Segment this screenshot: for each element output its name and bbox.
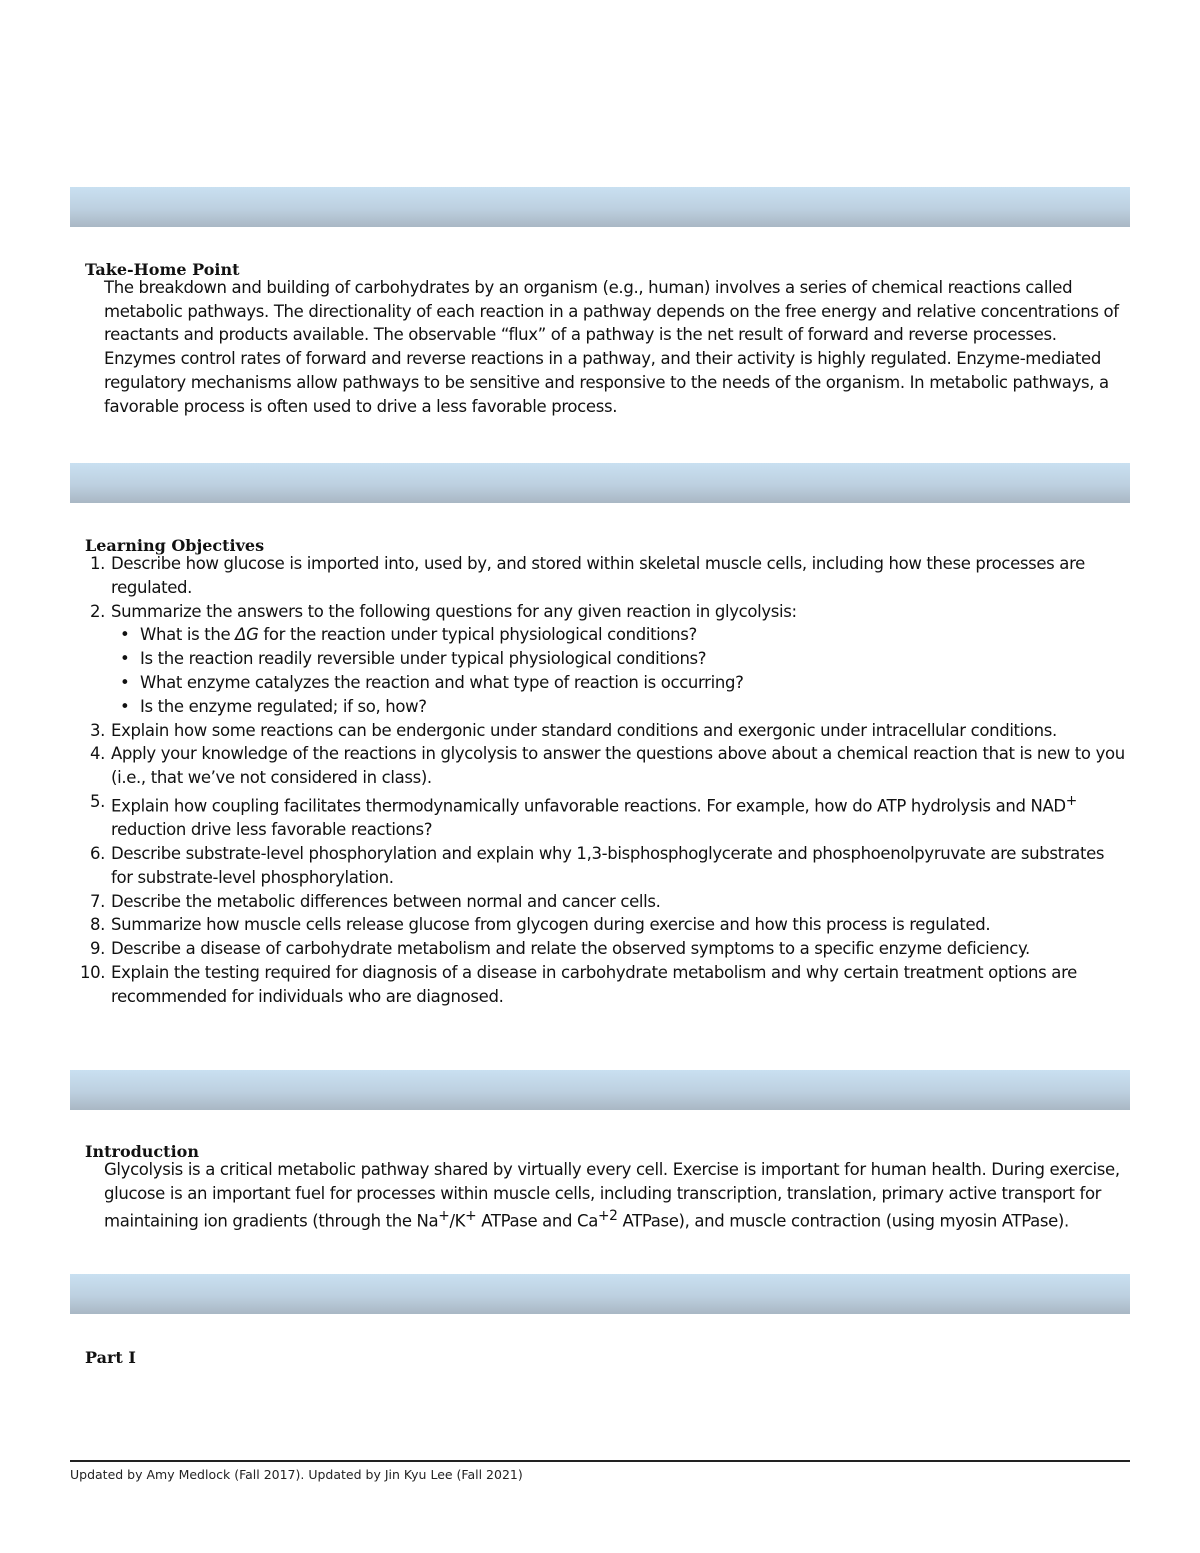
objective-item-7 <box>80 890 1130 914</box>
objective-number: 7. <box>89 891 105 911</box>
objective-item-8 <box>80 913 1130 937</box>
learning-objectives-title: Learning Objectives <box>85 536 265 555</box>
learning-objectives-list <box>80 552 1130 1009</box>
section-band-part-one <box>70 1274 1130 1314</box>
objective-number: 8. <box>89 915 105 935</box>
introduction-text: ATPase), and muscle contraction (using myosin ATPase). <box>617 1211 1069 1231</box>
section-band-take-home <box>70 187 1130 227</box>
objective-text: Describe substrate-level phosphorylation and explain why 1,3-bisphosphoglycerate and phosphoenolpyruvate are substrates for substrate-level phosphorylation. <box>111 844 1105 887</box>
objective-sub-text: Is the enzyme regulated; if so, how? <box>140 696 427 716</box>
introduction-title: Introduction <box>85 1142 199 1161</box>
objective-item-1 <box>80 552 1130 600</box>
superscript-plus: + <box>1065 792 1077 809</box>
introduction-body <box>104 1158 1124 1234</box>
objective-sub-text: What is the <box>140 625 236 645</box>
objective-sub-text: for the reaction under typical physiological conditions? <box>258 625 697 645</box>
objective-sub-item <box>111 623 1130 647</box>
objective-text: reduction drive less favorable reactions? <box>111 820 433 840</box>
objective-item-4 <box>80 742 1130 790</box>
objective-text: Explain the testing required for diagnosis of a disease in carbohydrate metabolism and why certain treatment options are recommended for individuals who are diagnosed. <box>111 963 1077 1006</box>
objective-sub-item <box>111 647 1130 671</box>
superscript-plus-two: +2 <box>597 1208 618 1225</box>
objective-sub-list <box>111 623 1130 718</box>
objective-item-9 <box>80 937 1130 961</box>
objective-sub-item <box>111 671 1130 695</box>
objective-number: 2. <box>89 601 105 621</box>
objective-text: Apply your knowledge of the reactions in glycolysis to answer the questions above about a chemical reaction that is new to you (i.e., that we’ve not considered in class). <box>111 744 1125 788</box>
superscript-plus: + <box>465 1208 477 1225</box>
objective-number: 10. <box>80 963 106 983</box>
objective-text: Describe how glucose is imported into, used by, and stored within skeletal muscle cells, including how these processes are regulated. <box>111 554 1085 597</box>
objective-number: 9. <box>89 939 105 959</box>
take-home-title: Take-Home Point <box>85 260 240 279</box>
objective-number: 3. <box>89 720 105 740</box>
footer-divider <box>70 1460 1130 1462</box>
objective-text: Describe a disease of carbohydrate metabolism and relate the observed symptoms to a specific enzyme deficiency. <box>111 939 1030 959</box>
footer-credit: Updated by Amy Medlock (Fall 2017). Updated by Jin Kyu Lee (Fall 2021) <box>70 1467 523 1482</box>
objective-number: 1. <box>89 554 105 573</box>
objective-text: Summarize the answers to the following questions for any given reaction in glycolysis: <box>111 601 797 621</box>
objective-number: 5. <box>89 791 105 811</box>
delta-g-symbol: ΔG <box>235 625 259 645</box>
superscript-plus: + <box>438 1208 450 1225</box>
introduction-text: ATPase and Ca <box>476 1211 598 1231</box>
part-one-title: Part I <box>85 1348 136 1367</box>
objective-sub-item <box>111 695 1130 719</box>
introduction-text: /K <box>449 1211 466 1231</box>
objective-item-5 <box>80 790 1130 842</box>
objective-text: Explain how coupling facilitates thermodynamically unfavorable reactions. For example, how do ATP hydrolysis and NAD <box>111 796 1066 816</box>
take-home-body: The breakdown and building of carbohydrates by an organism (e.g., human) involves a series of chemical reactions called metabolic pathways. The directionality of each reaction in a pathway depends on the free energy and relative concentrations of reactants and products available. The observable “flux” of a pathway is the net result of forward and reverse processes. Enzymes control rates of forward and reverse reactions in a pathway, and their activity is highly regulated. Enzyme-mediated regulatory mechanisms allow pathways to be sensitive and responsive to the needs of the organism. In metabolic pathways, a favorable process is often used to drive a less favorable process. <box>104 278 1119 416</box>
objective-number: 6. <box>89 844 105 864</box>
objective-sub-text: Is the reaction readily reversible under typical physiological conditions? <box>140 649 707 669</box>
objective-item-6 <box>80 842 1130 890</box>
objective-item-2 <box>80 600 1130 719</box>
objective-item-3 <box>80 719 1130 743</box>
objective-item-10 <box>80 961 1130 1009</box>
section-band-learning-objectives <box>70 463 1130 503</box>
objective-sub-text: What enzyme catalyzes the reaction and what type of reaction is occurring? <box>140 672 744 692</box>
objective-text: Explain how some reactions can be endergonic under standard conditions and exergonic under intracellular conditions. <box>111 720 1057 740</box>
objective-text: Summarize how muscle cells release glucose from glycogen during exercise and how this process is regulated. <box>111 915 991 935</box>
objective-text: Describe the metabolic differences between normal and cancer cells. <box>111 891 661 911</box>
objective-number: 4. <box>89 744 105 764</box>
section-band-introduction <box>70 1070 1130 1110</box>
introduction-text: Glycolysis is a critical metabolic pathway shared by virtually every cell. Exercise is important for human health. During exercise, glucose is an important fuel for processes within muscle cells, including transcription, translation, primary active transport for maintaining ion gradients (through the Na <box>104 1160 1120 1231</box>
